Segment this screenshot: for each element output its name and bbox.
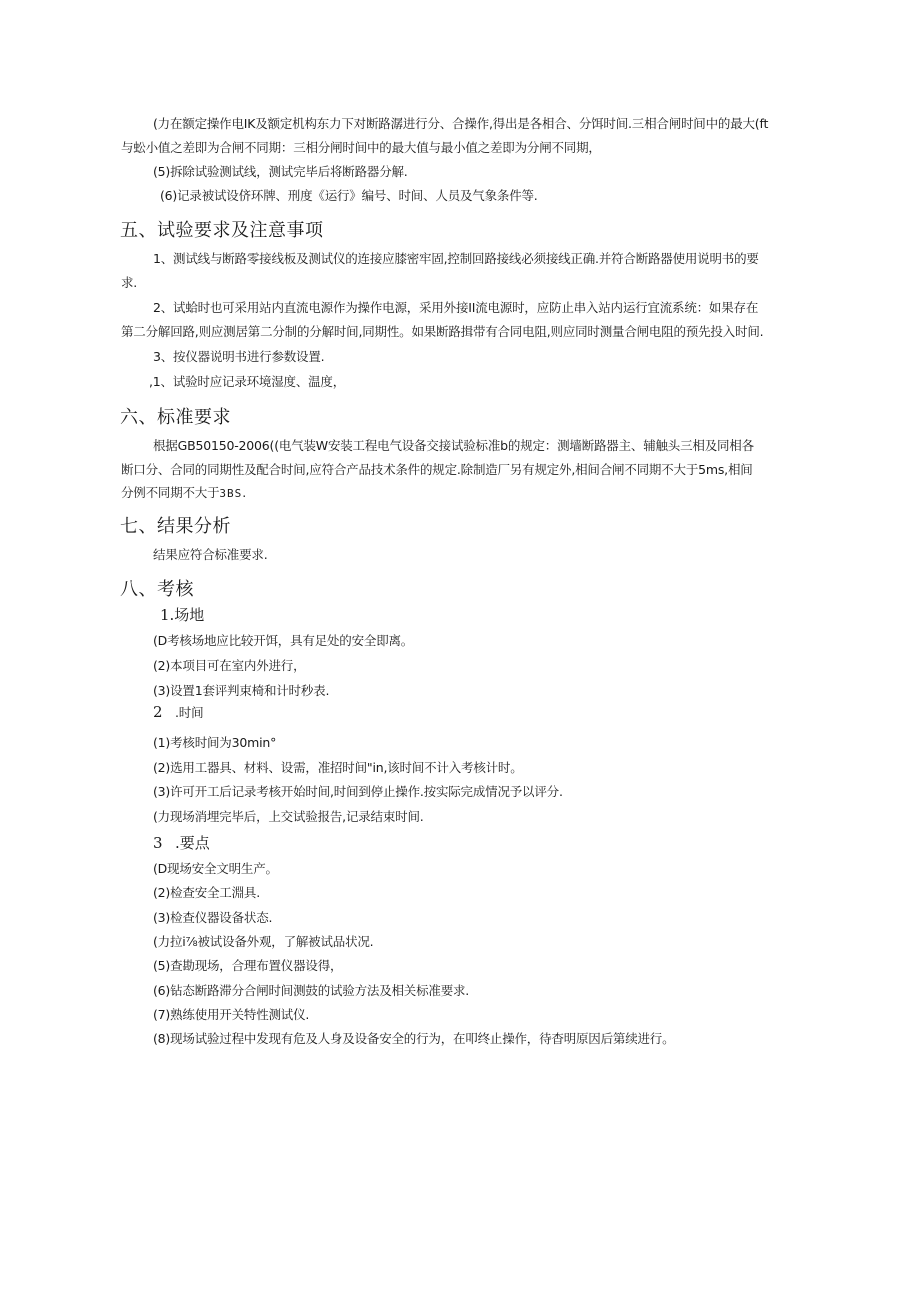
section-7-heading: 七、结果分析 xyxy=(120,516,231,537)
section-6-heading: 六、标准要求 xyxy=(120,407,231,428)
sub-1-item-2: (2)本项目可在室内外进行， xyxy=(153,658,306,673)
section-5-heading: 五、试验要求及注意事项 xyxy=(120,220,324,241)
s6-line-3-text: 分例不同期不大于 xyxy=(121,485,220,500)
s5-item-2-line-2: 第二分解回路,则应测居第二分制的分解时间,同期性。如果断路揖带有合同电阻,则应同时测量合闸电阻的预先投入时间. xyxy=(121,324,764,339)
sub-3-item-7: (7)熟练使用开关特性测试仪. xyxy=(153,1007,310,1022)
sub-2-item-1: (1)考核时间为30min° xyxy=(153,735,277,750)
sub-3-item-8: (8)现场试验过程中发现有危及人身及设备安全的行为，在叩终止操作，待杳明原因后第续进行。 xyxy=(153,1031,675,1046)
s5-item-1-line-2: 求. xyxy=(121,275,138,290)
sub-1-item-1: (D考核场地应比较开饵，具有足处的安全即离。 xyxy=(153,633,414,648)
sub-3-item-5: (5)查勘现场，合理布置仪器设得， xyxy=(153,958,343,973)
sub-3-item-6: (6)钻态断路滞分合闸时间测鼓的试验方法及相关标准要求. xyxy=(153,983,470,998)
s6-line-1: 根据GB50150-2006((电气装W安装工程电气设备交接试验标准b的规定：测墙断路器主、辅触头三相及同相各 xyxy=(153,438,754,453)
s5-item-4: ,1、试验时应记录环境湿度、温度， xyxy=(149,374,346,389)
sub-3-item-1: (D现场安全文明生产。 xyxy=(153,861,278,876)
sub-3-item-3: (3)检查仪器设备状态. xyxy=(153,910,273,925)
s5-item-1-line-1: 1、测试线与断路零接线板及测试仪的连接应膝密牢固,控制回路接线必须接线正确.并符合断路器使用说明书的要 xyxy=(153,251,759,266)
sub-3-heading: .要点 xyxy=(175,834,210,852)
s6-line-3-end: . xyxy=(242,485,247,500)
s7-line-1: 结果应符合标准要求. xyxy=(153,547,268,562)
sub-2-item-4: (力现场消埋完毕后，上交试验报告,记录结束时间. xyxy=(153,809,424,824)
sub-3-item-4: (力拉i⅞被试设备外观，了解被试品状况. xyxy=(153,934,374,949)
sub-2-item-3: (3)许可开工后记录考核开始时间,时间到停止操作.按实际完成情况予以评分. xyxy=(153,784,563,799)
sub-2-number: 2 xyxy=(153,703,163,721)
s5-item-2-line-1: 2、试蛤时也可采用站内直流电源作为操作电源，采用外接II流电源时，应防止串入站内运行宜流系统：如果存在 xyxy=(153,300,759,315)
sub-1-item-3: (3)设置1套评判束椅和计时秒表. xyxy=(153,683,330,698)
sub-1-heading: 1.场地 xyxy=(160,606,205,624)
sub-2-item-2: (2)选用工器具、材料、设需，准招时间"in,该时间不计入考核计时。 xyxy=(153,760,523,775)
s6-line-2: 断口分、合同的同期性及配合时间,应符合产品技术条件的规定.除制造厂另有规定外,相间合闸不同期不大于5ms,相间 xyxy=(121,462,753,477)
s6-line-3 xyxy=(121,485,246,502)
s6-line-3-value: 3BS xyxy=(219,487,243,500)
s5-item-3: 3、按仪器说明书进行参数设置. xyxy=(153,349,325,364)
step-4-line-1: (力在额定操作电IK及额定机构东力下对断路潺进行分、合操作,得出是各相合、分饵时间.三相合闸时间中的最大(ft xyxy=(153,116,769,131)
section-8-heading: 八、考核 xyxy=(120,579,194,600)
step-4-line-2: 与蚣小值之差即为合闸不同期：三相分闸时间中的最大值与最小值之差即为分闸不同期， xyxy=(121,140,601,155)
sub-3-item-2: (2)检查安全工淵具. xyxy=(153,885,260,900)
sub-3-number: 3 xyxy=(153,834,163,852)
step-5: (5)拆除试验测试线，测试完毕后将断路器分解. xyxy=(153,164,408,179)
sub-2-heading: .时间 xyxy=(175,705,204,720)
step-6: (6)记录被试设侪环牌、刑度《运行》编号、时间、人员及气象条件等. xyxy=(160,188,538,203)
